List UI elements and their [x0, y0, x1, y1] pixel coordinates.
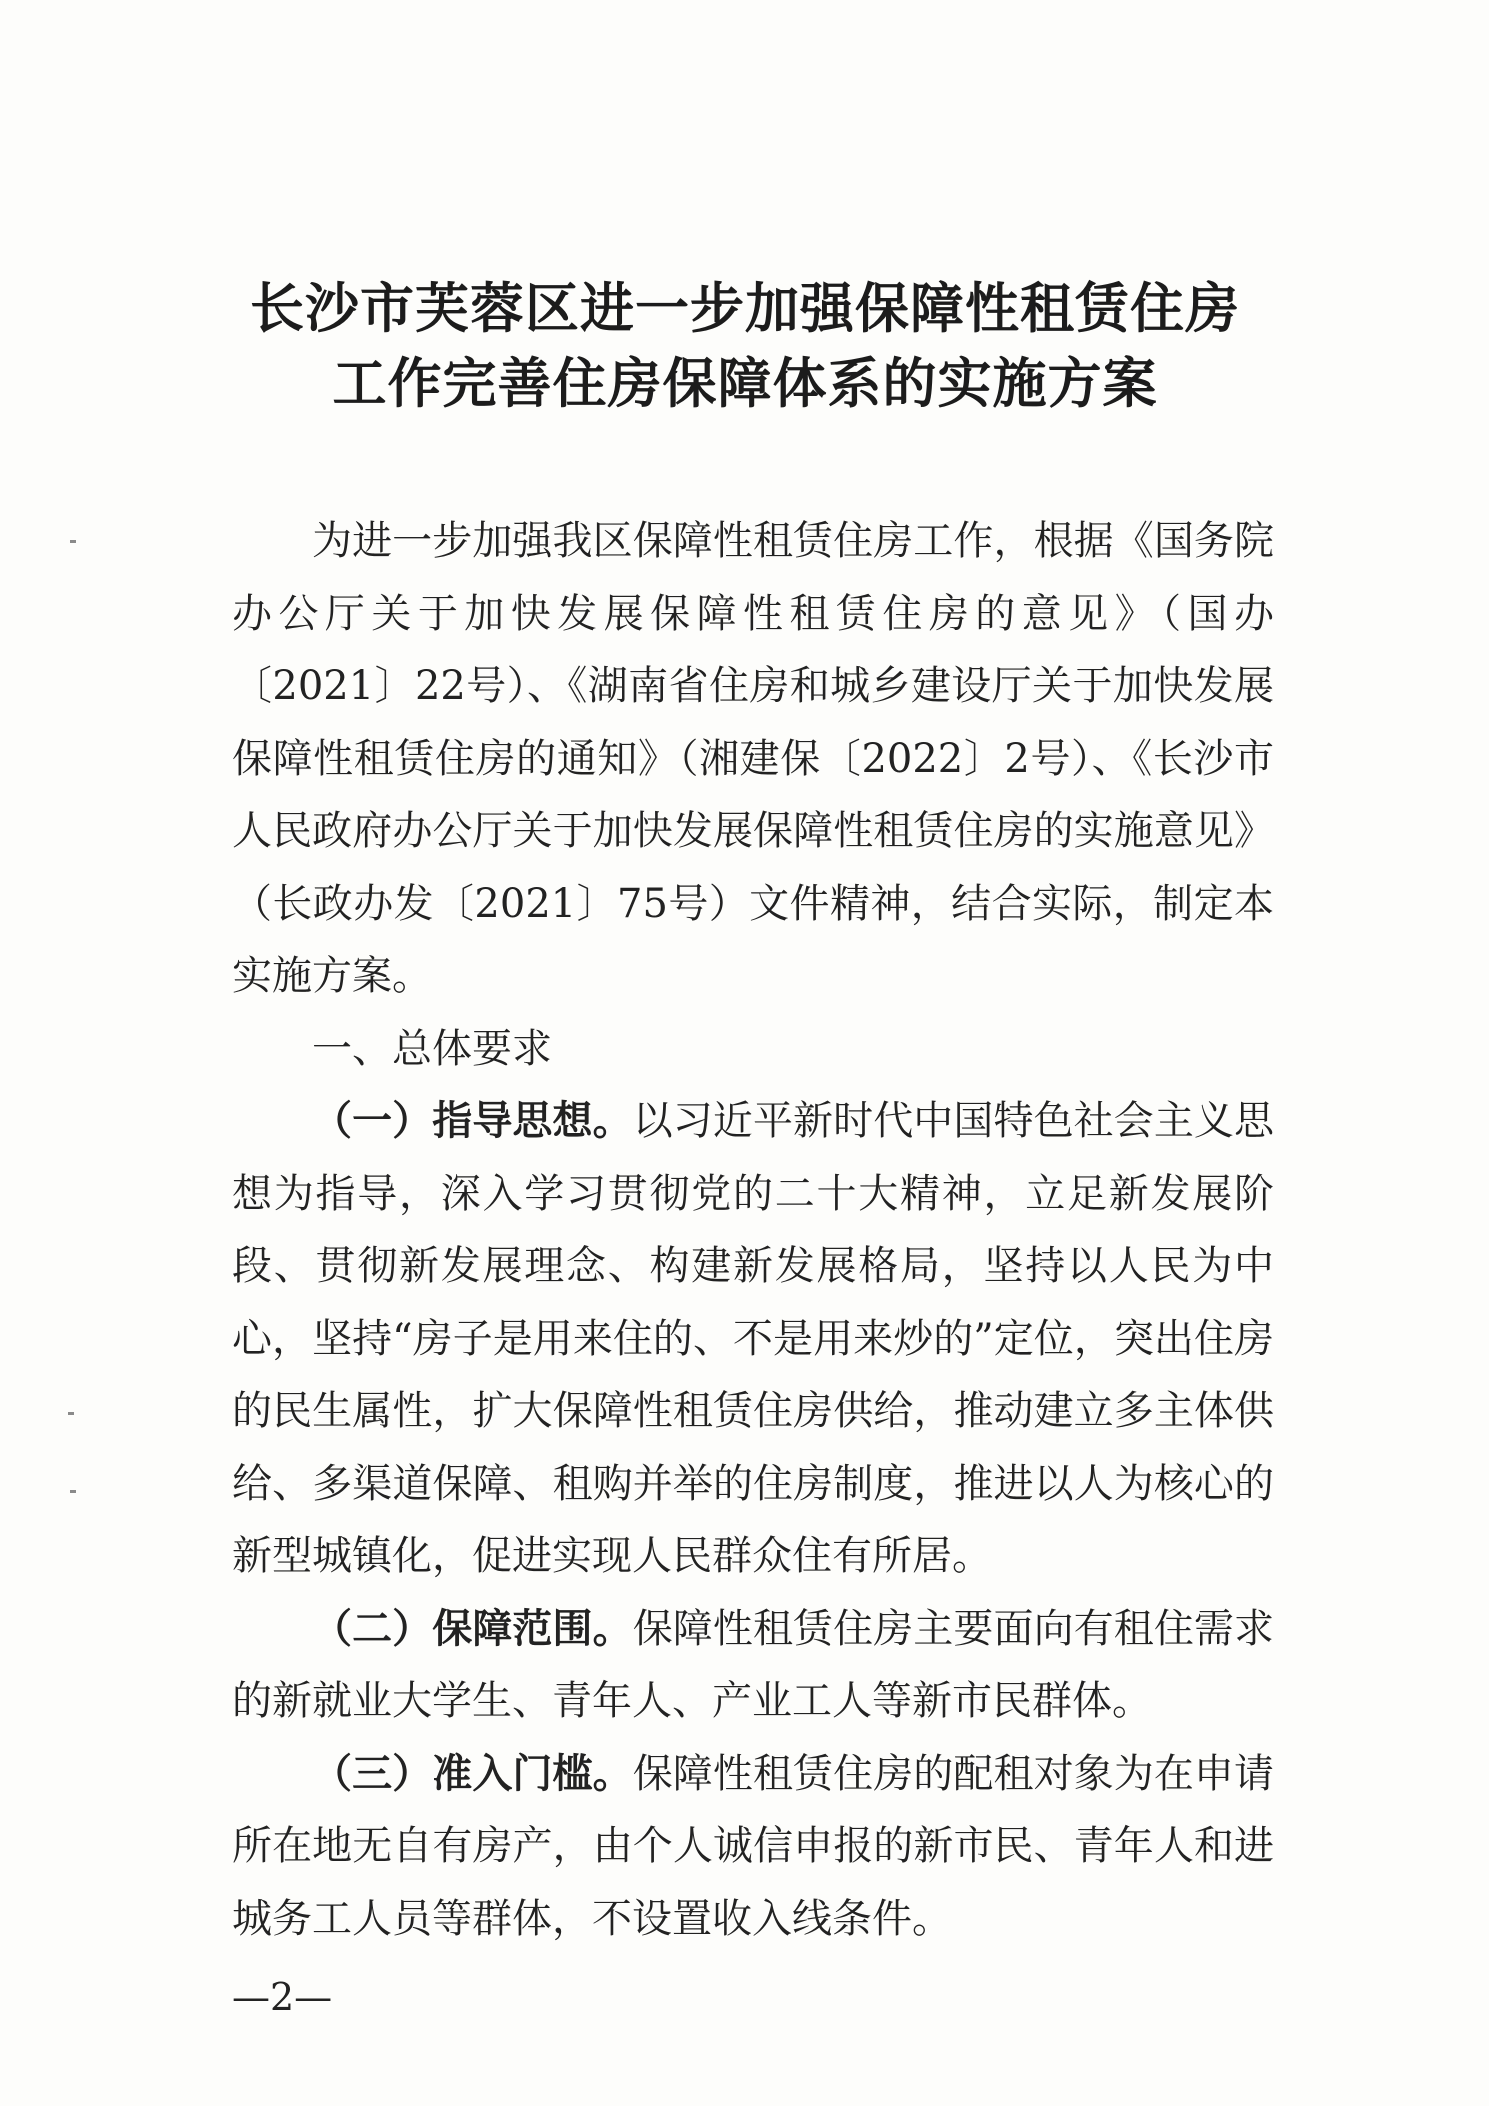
- item-text: 保障性租赁住房主要面向有租住需求的新就业大学生、青年人、产业工人等新市民群体。: [232, 1605, 1275, 1724]
- item-paragraph: [232, 1593, 1274, 1738]
- item-paragraph: [232, 1085, 1274, 1593]
- document-body: [232, 505, 1274, 1955]
- document-title-line-2: 工作完善住房保障体系的实施方案: [332, 351, 1158, 415]
- scan-speck: [70, 1490, 76, 1493]
- document-title-line-1: 长沙市芙蓉区进一步加强保障性租赁住房: [250, 276, 1240, 340]
- item-lead: （一）指导思想。: [312, 1097, 633, 1144]
- item-paragraph: [232, 1738, 1274, 1956]
- section-heading: 一、总体要求: [312, 1025, 552, 1072]
- item-lead: （三）准入门槛。: [312, 1749, 633, 1797]
- item-text: 保障性租赁住房的配租对象为在申请所在地无自有房产，由个人诚信申报的新市民、青年人和进城务工人员等群体，不设置收入线条件。: [232, 1750, 1275, 1942]
- scan-speck: [70, 540, 76, 543]
- item-lead: （二）保障范围。: [312, 1604, 633, 1652]
- intro-paragraph: 为进一步加强我区保障性租赁住房工作，根据《国务院办公厅关于加快发展保障性租赁住房的意见》（国办〔2021〕22号）、《湖南省住房和城乡建设厅关于加快发展保障性租赁住房的通知》（湘建保〔2022〕2号）、《长沙市人民政府办公厅关于加快发展保障性租赁住房的实施意见》（长政办发〔2021〕75号）文件精神，结合实际，制定本实施方案。: [232, 518, 1274, 999]
- scan-speck: [68, 1412, 74, 1415]
- page-number: —2—: [232, 1975, 333, 2019]
- item-text: 以习近平新时代中国特色社会主义思想为指导，深入学习贯彻党的二十大精神，立足新发展阶段、贯彻新发展理念、构建新发展格局，坚持以人民为中心，坚持“房子是用来住的、不是用来炒的”定位，突出住房的民生属性，扩大保障性租赁住房供给，推动建立多主体供给、多渠道保障、租购并举的住房制度，推进以人为核心的新型城镇化，促进实现人民群众住有所居。: [232, 1098, 1275, 1579]
